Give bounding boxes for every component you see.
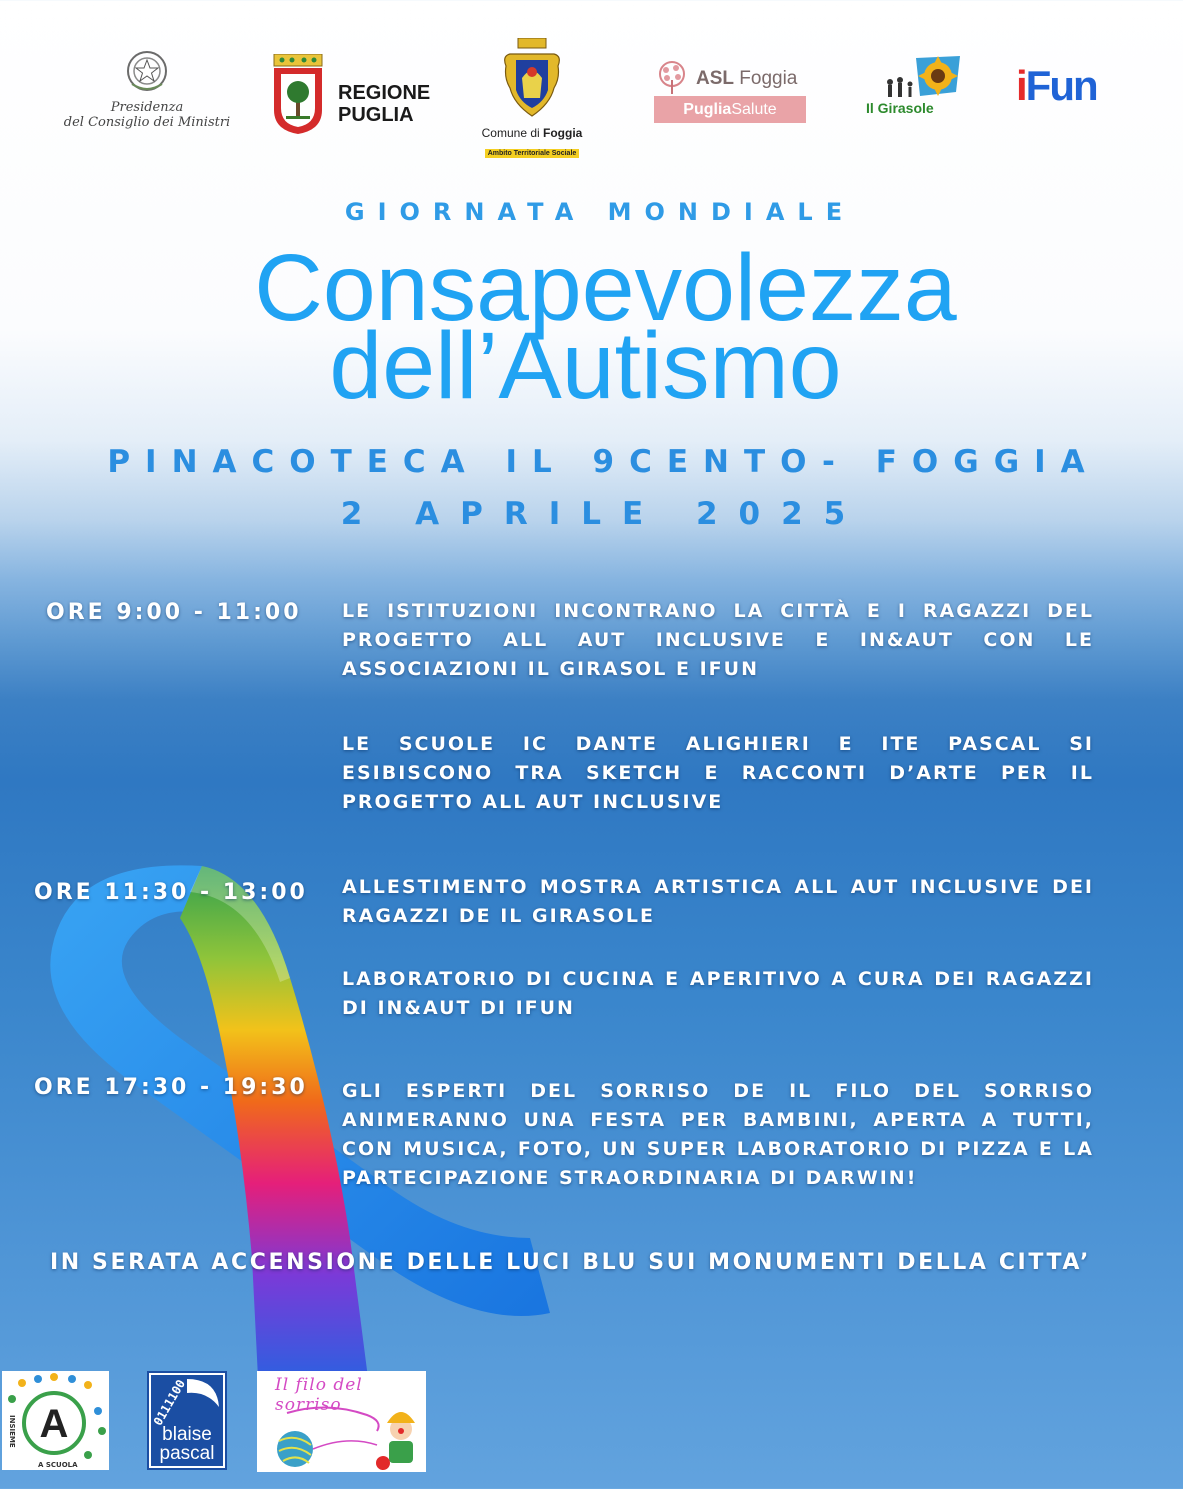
insieme-sub: A SCUOLA bbox=[38, 1461, 78, 1469]
asl-prefix: ASL bbox=[696, 68, 734, 89]
foggia-sub: Ambito Territoriale Sociale bbox=[485, 149, 580, 158]
filo-del-sorriso-logo bbox=[257, 1371, 426, 1472]
comune-foggia-logo bbox=[470, 38, 594, 157]
schedule-item: LABORATORIO DI CUCINA E APERITIVO A CURA DEI RAGAZZI DI IN&AUT DI IFUN bbox=[342, 968, 1094, 1019]
evening-note: IN SERATA ACCENSIONE DELLE LUCI BLU SUI MONUMENTI DELLA CITTA’ bbox=[50, 1250, 1091, 1275]
asl-tree-icon bbox=[654, 60, 690, 96]
asl-bar-b: Salute bbox=[731, 101, 777, 118]
insieme-a-scuola-logo bbox=[2, 1371, 109, 1470]
il-girasole-logo bbox=[862, 56, 966, 124]
schedule-item: LE ISTITUZIONI INCONTRANO LA CITTÀ E I RAGAZZI DEL PROGETTO ALL AUT INCLUSIVE E IN&AUT CON LE ASSOCIAZIONI IL GIRASOL E IFUN bbox=[342, 600, 1094, 680]
ifun-i: i bbox=[1016, 62, 1026, 109]
presidenza-line1: Presidenza bbox=[110, 100, 184, 115]
asl-city: Foggia bbox=[734, 68, 798, 89]
schedule-item: GLI ESPERTI DEL SORRISO DE IL FILO DEL SORRISO ANIMERANNO UNA FESTA PER BAMBINI, APERTA A TUTTI, CON MUSICA, FOTO, UN SUPER LABORATORIO DI PIZZA E LA PARTECIPAZIONE STRAORDINARIA DI DARWIN! bbox=[342, 1080, 1094, 1189]
asl-bar-a: Puglia bbox=[683, 101, 732, 118]
insieme-word: INSIEME bbox=[8, 1415, 16, 1448]
presidenza-logo bbox=[52, 48, 242, 140]
blaise-pascal-logo bbox=[147, 1371, 227, 1470]
italian-republic-emblem-icon bbox=[124, 48, 170, 94]
event-kicker: GIORNATA MONDIALE bbox=[344, 198, 856, 226]
pascal-binary: 0111100 bbox=[150, 1377, 189, 1428]
foggia-crest-icon bbox=[500, 38, 564, 120]
pascal-line1: blaise bbox=[162, 1424, 212, 1445]
asl-title bbox=[696, 68, 797, 90]
foggia-city: Foggia bbox=[543, 126, 583, 140]
ifun-rest: Fun bbox=[1025, 62, 1097, 109]
filo-title: Il filo del sorriso bbox=[275, 1375, 363, 1415]
puglia-shield-icon bbox=[272, 54, 324, 134]
foggia-prefix: Comune di bbox=[481, 126, 544, 140]
schedule-time-afternoon: ORE 17:30 - 19:30 bbox=[34, 1075, 308, 1100]
event-venue: PINACOTECA IL 9CENTO- FOGGIA bbox=[107, 444, 1100, 480]
schedule-time-midday: ORE 11:30 - 13:00 bbox=[34, 880, 308, 905]
regione-line2: PUGLIA bbox=[338, 104, 414, 126]
regione-line1: REGIONE bbox=[338, 82, 431, 104]
event-title-line1: Consapevolezza bbox=[254, 235, 957, 341]
pascal-line2: pascal bbox=[159, 1443, 215, 1464]
schedule-item: ALLESTIMENTO MOSTRA ARTISTICA ALL AUT INCLUSIVE DEI RAGAZZI DE IL GIRASOLE bbox=[342, 876, 1094, 927]
schedule-time-morning: ORE 9:00 - 11:00 bbox=[46, 600, 302, 625]
asl-foggia-logo bbox=[654, 60, 808, 124]
insieme-letter: A bbox=[39, 1402, 69, 1446]
regione-puglia-logo bbox=[272, 54, 437, 134]
presidenza-line2: del Consiglio dei Ministri bbox=[63, 115, 231, 130]
ifun-logo bbox=[1016, 62, 1097, 110]
foggia-name bbox=[470, 126, 594, 140]
event-date: 2 APRILE 2025 bbox=[340, 496, 867, 532]
puglia-salute-bar bbox=[654, 96, 806, 123]
schedule-item: LE SCUOLE IC DANTE ALIGHIERI E ITE PASCAL SI ESIBISCONO TRA SKETCH E RACCONTI D’ARTE PER IL PROGETTO ALL AUT INCLUSIVE bbox=[342, 733, 1094, 813]
insieme-a-scuola-art bbox=[2, 1371, 109, 1470]
girasole-name: Il Girasole bbox=[866, 100, 934, 116]
event-title-line2: dell’Autismo bbox=[329, 313, 842, 419]
